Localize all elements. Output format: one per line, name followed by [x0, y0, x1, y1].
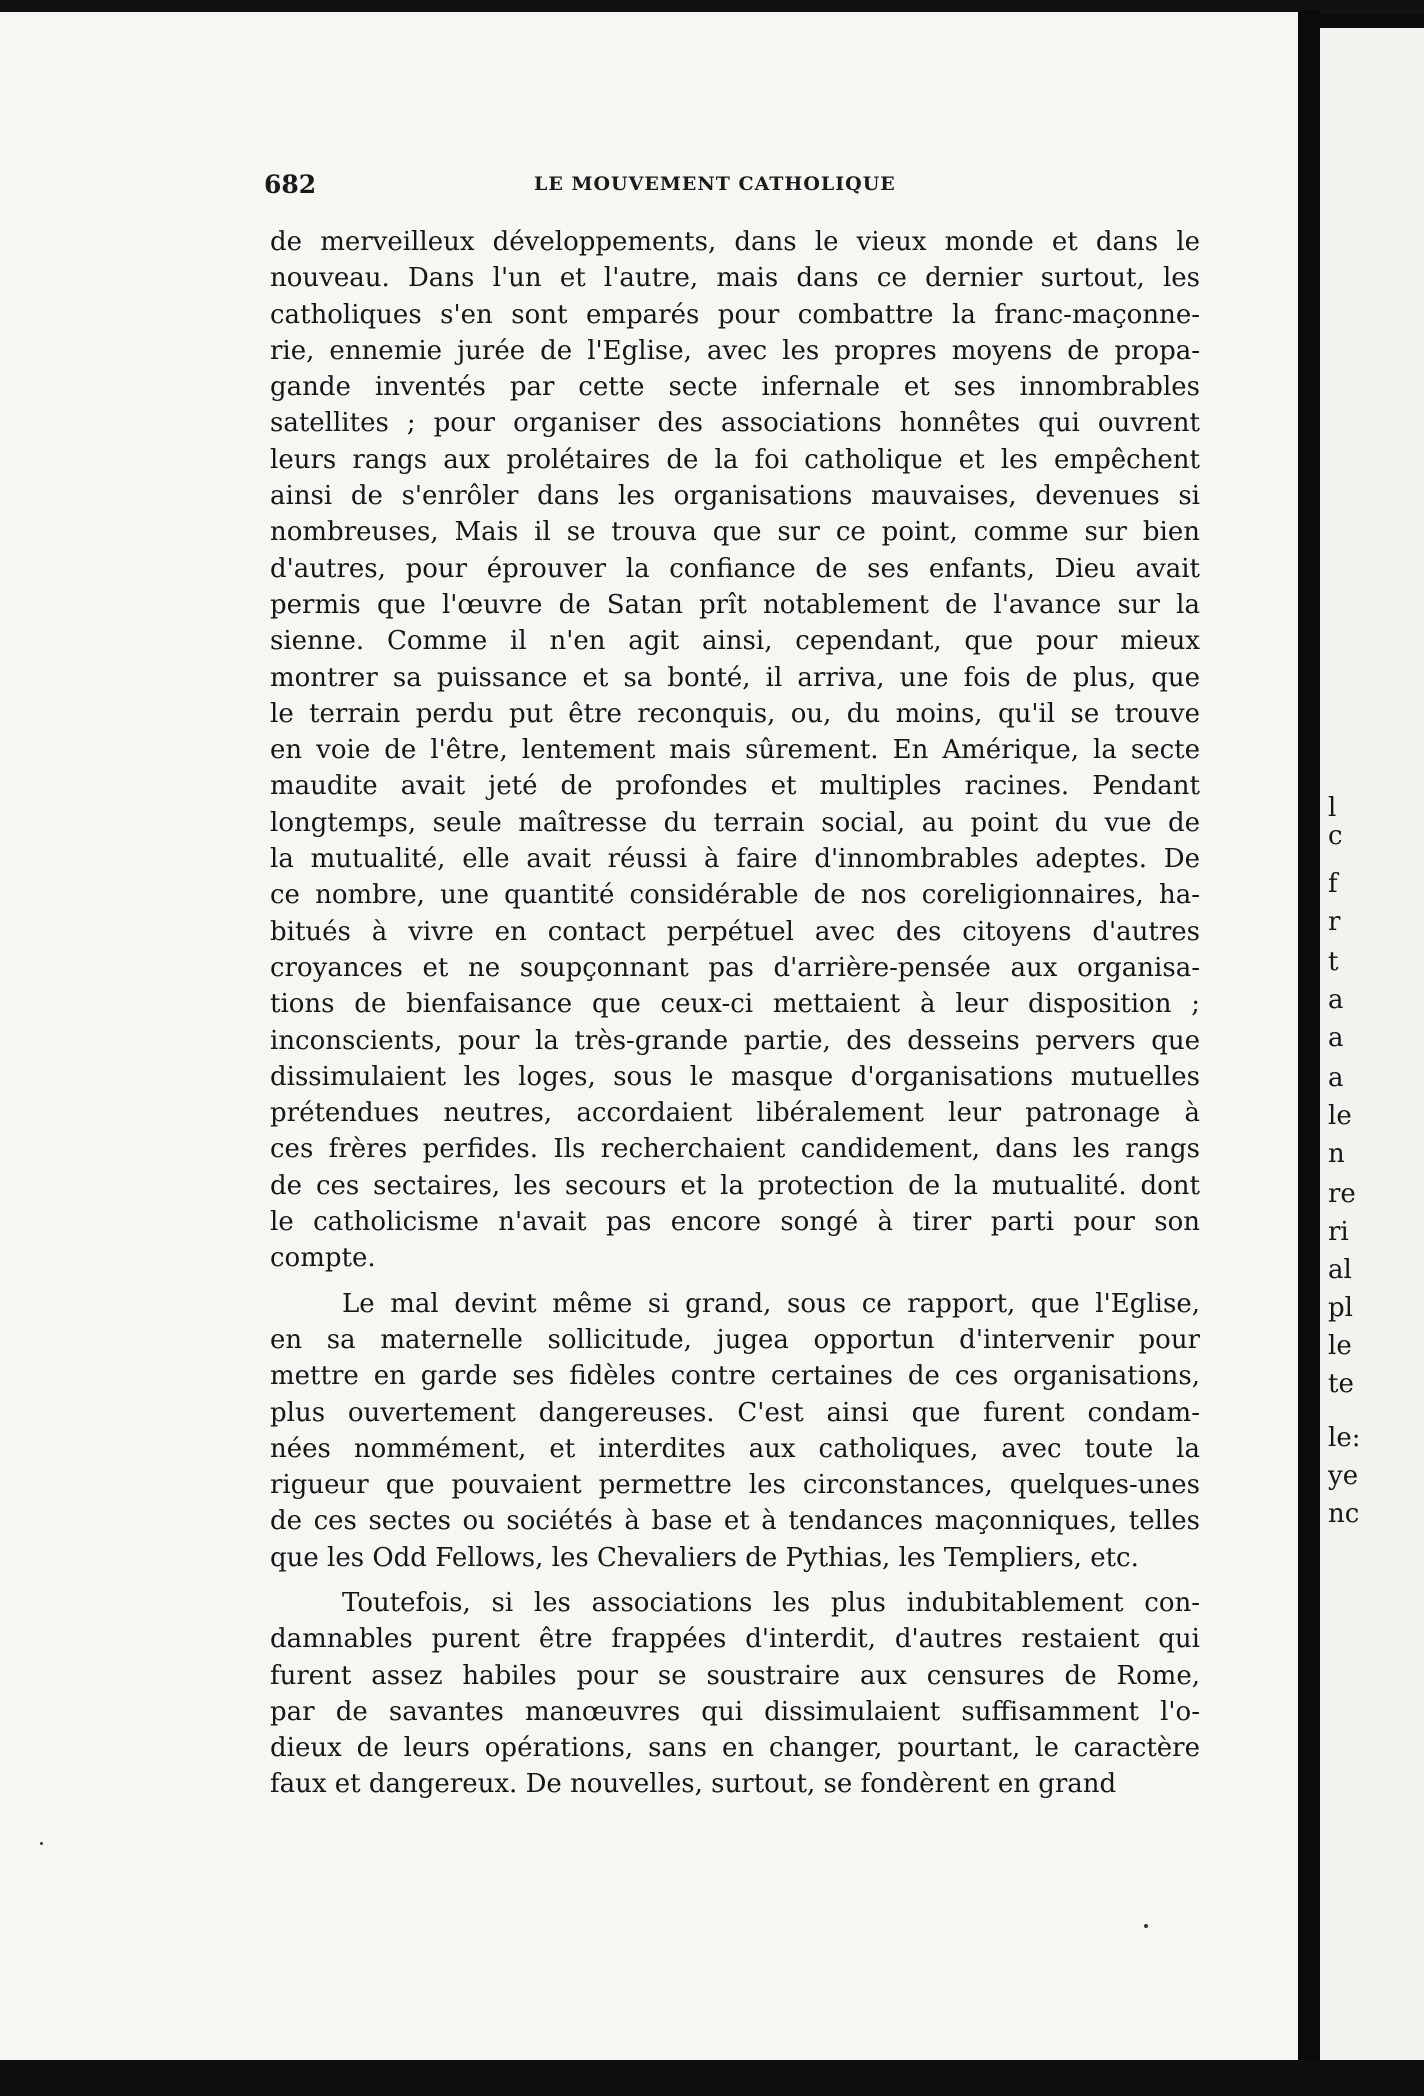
text-line: Le mal devint même si grand, sous ce rapport, que l'Eglise, [342, 1288, 1200, 1319]
adjacent-page-edge [1320, 28, 1424, 2096]
text-line: de merveilleux développements, dans le vieux monde et dans le [270, 227, 1200, 257]
text-line: furent assez habiles pour se soustraire aux censures de Rome, [270, 1660, 1200, 1691]
text-line: damnables purent être frappées d'interdit, d'autres restaient qui [270, 1624, 1200, 1655]
text-line: ce nombre, une quantité considérable de nos coreligionnaires, ha- [270, 880, 1200, 911]
paragraph-gap [270, 1576, 1200, 1585]
text-line: catholiques s'en sont emparés pour combattre la franc-maçonne- [270, 299, 1200, 330]
body-text [270, 224, 1200, 1803]
text-line: nouveau. Dans l'un et l'autre, mais dans ce dernier surtout, les [270, 263, 1200, 294]
text-line: Toutefois, si les associations les plus indubitablement con- [342, 1587, 1200, 1618]
text-line: maudite avait jeté de profondes et multiples racines. Pendant [270, 771, 1200, 802]
text-line: en voie de l'être, lentement mais sûrement. En Amérique, la secte [270, 735, 1200, 766]
text-line: gande inventés par cette secte infernale et ses innombrables [270, 372, 1200, 403]
adjacent-page-fragment: c [1328, 821, 1343, 851]
adjacent-page-fragment: a [1328, 1023, 1344, 1053]
text-line: satellites ; pour organiser des associations honnêtes qui ouvrent [270, 408, 1200, 439]
text-line: ainsi de s'enrôler dans les organisations mauvaises, devenues si [270, 481, 1200, 512]
text-line: de ces sectaires, les secours et la protection de la mutualité. dont [270, 1170, 1200, 1201]
text-line: longtemps, seule maîtresse du terrain social, au point du vue de [270, 807, 1200, 838]
scan-speck [1144, 1924, 1148, 1928]
text-line: rigueur que pouvaient permettre les circonstances, quelques-unes [270, 1470, 1200, 1501]
text-line: rie, ennemie jurée de l'Eglise, avec les propres moyens de propa- [270, 335, 1200, 366]
page-number: 682 [264, 170, 317, 199]
adjacent-page-fragment: al [1328, 1255, 1352, 1285]
page-header [264, 170, 1200, 204]
text-line: prétendues neutres, accordaient libéralement leur patronage à [270, 1098, 1200, 1129]
text-line: compte. [270, 1243, 376, 1274]
adjacent-page-fragment: t [1328, 947, 1339, 977]
adjacent-page-fragment: a [1328, 1063, 1344, 1093]
text-line: montrer sa puissance et sa bonté, il arriva, une fois de plus, que [270, 662, 1200, 693]
adjacent-page-fragment: f [1328, 869, 1338, 899]
text-line: leurs rangs aux prolétaires de la foi catholique et les empêchent [270, 444, 1200, 475]
text-line: croyances et ne soupçonnant pas d'arrière-pensée aux organisa- [270, 952, 1200, 983]
scan-bottom-band [0, 2060, 1424, 2096]
adjacent-page-fragment: pl [1328, 1293, 1353, 1323]
text-line: permis que l'œuvre de Satan prît notablement de l'avance sur la [270, 589, 1200, 620]
text-line: faux et dangereux. De nouvelles, surtout, se fondèrent en grand [270, 1769, 1117, 1800]
adjacent-page-fragment: nc [1328, 1499, 1360, 1529]
text-line: tions de bienfaisance que ceux-ci mettaient à leur disposition ; [270, 989, 1200, 1020]
text-line: inconscients, pour la très-grande partie, des desseins pervers que [270, 1025, 1200, 1056]
text-line: plus ouvertement dangereuses. C'est ainsi que furent condam- [270, 1397, 1200, 1428]
text-line: que les Odd Fellows, les Chevaliers de Pythias, les Templiers, etc. [270, 1542, 1139, 1573]
text-line: le terrain perdu put être reconquis, ou, du moins, qu'il se trouve [270, 698, 1200, 729]
paragraph-gap [270, 1277, 1200, 1286]
adjacent-page-fragment: r [1328, 907, 1341, 937]
adjacent-page-fragment: re [1328, 1179, 1356, 1209]
adjacent-page-fragment: le [1328, 1331, 1352, 1361]
adjacent-page-fragment: le [1328, 1101, 1352, 1131]
text-line: le catholicisme n'avait pas encore songé à tirer parti pour son [270, 1207, 1200, 1238]
adjacent-page-fragment: a [1328, 985, 1344, 1015]
running-title: LE MOUVEMENT CATHOLIQUE [534, 173, 896, 195]
adjacent-page-fragment: n [1328, 1139, 1345, 1169]
text-line: la mutualité, elle avait réussi à faire d'innombrables adeptes. De [270, 844, 1200, 875]
adjacent-page-fragment: te [1328, 1369, 1354, 1399]
text-line: par de savantes manœuvres qui dissimulaient suffisamment l'o- [270, 1696, 1200, 1727]
text-line: en sa maternelle sollicitude, jugea opportun d'intervenir pour [270, 1324, 1200, 1355]
text-line: dieux de leurs opérations, sans en changer, pourtant, le caractère [270, 1733, 1200, 1764]
page-gutter-shadow [1298, 10, 1320, 2096]
adjacent-page-fragment: ri [1328, 1217, 1349, 1247]
text-line: bitués à vivre en contact perpétuel avec des citoyens d'autres [270, 916, 1200, 947]
paragraph-1 [270, 224, 1200, 1277]
adjacent-page-fragment: ye [1328, 1461, 1359, 1491]
text-line: mettre en garde ses fidèles contre certaines de ces organisations, [270, 1361, 1200, 1392]
scan-speck [40, 1842, 43, 1845]
text-line: ces frères perfides. Ils recherchaient candidement, dans les rangs [270, 1134, 1200, 1165]
adjacent-page-fragment: le: [1328, 1423, 1361, 1453]
text-line: nées nommément, et interdites aux catholiques, avec toute la [270, 1433, 1200, 1464]
text-line: dissimulaient les loges, sous le masque d'organisations mutuelles [270, 1061, 1200, 1092]
text-line: d'autres, pour éprouver la confiance de ses enfants, Dieu avait [270, 553, 1200, 584]
book-page [0, 12, 1300, 2084]
text-line: de ces sectes ou sociétés à base et à tendances maçonniques, telles [270, 1506, 1200, 1537]
text-line: nombreuses, Mais il se trouva que sur ce point, comme sur bien [270, 517, 1200, 548]
paragraph-3 [270, 1585, 1200, 1803]
paragraph-2 [270, 1286, 1200, 1576]
text-line: sienne. Comme il n'en agit ainsi, cependant, que pour mieux [270, 626, 1200, 657]
adjacent-page-fragment: l [1328, 793, 1337, 823]
